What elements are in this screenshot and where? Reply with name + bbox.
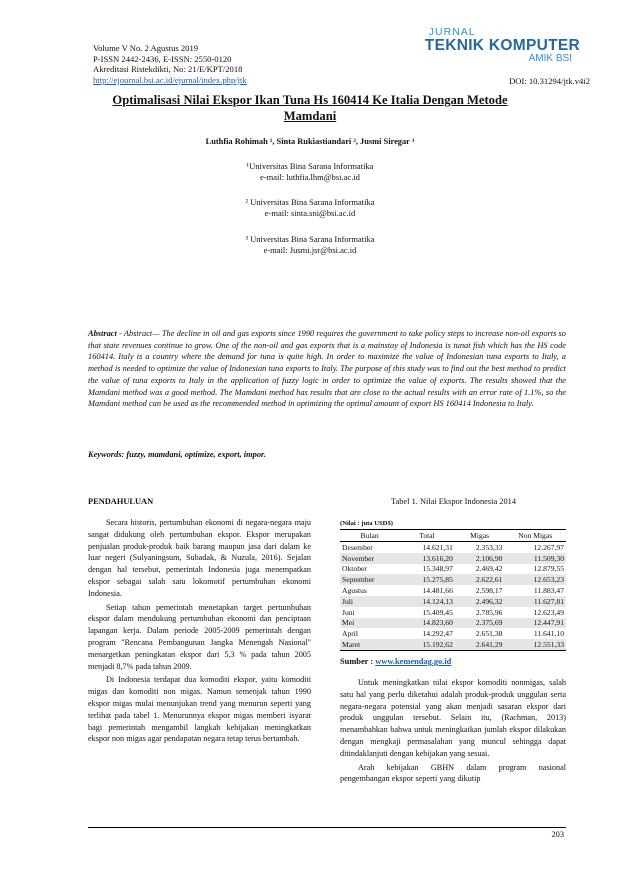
table-cell: 14.621,31	[422, 542, 453, 552]
table-cell: Maret	[340, 639, 399, 650]
column-header: Non Migas	[504, 530, 566, 542]
table-cell: 12.879,55	[533, 564, 564, 574]
paragraph: Secara historis, pertumbuhan ekonomi di negara-negara maju sangat didukung oleh pertumbuhan ekspor. Ekspor merupakan penjualan produk-produk baik barang maupun jasa dari dalam ke luar negeri (Sulyaningsum, Subadak, & Nuzula, 2016). Sejalan dengan hal tersebut, pemerintah Indonesia juga menempatkan ekspor sebagai salah satu lokomotif pertumbuhan ekonomi Indonesia.	[88, 518, 311, 598]
table-row	[340, 618, 566, 629]
table-cell: 14.292,47	[422, 629, 453, 639]
journal-url-link[interactable]: http://ejournal.bsi.ac.id/ejurnal/index.php/jtk	[93, 74, 247, 85]
table-cell: Juli	[340, 596, 399, 607]
table-cell: 2.785,96	[475, 607, 503, 617]
table-cell: 15.192,62	[399, 639, 455, 650]
table-row	[340, 639, 566, 650]
table-cell: 12.551,33	[504, 639, 566, 650]
logo-line-2: TEKNIK KOMPUTER	[424, 37, 580, 54]
author-list: Luthfia Rohimah ¹, Sinta Rukiastiandari ², Jusmi Siregar ³	[205, 137, 415, 146]
volume-line: Volume V No. 2 Agustus 2019	[93, 43, 199, 53]
table-cell: 12.623,49	[533, 607, 564, 617]
table-source-link[interactable]: www.kemendag.go.id	[375, 657, 452, 666]
affiliation-2	[0, 197, 620, 219]
table-cell: 2.622,61	[455, 574, 505, 585]
data-table	[340, 529, 566, 651]
abstract-text: - Abstract— The decline in oil and gas exports since 1990 requires the government to take policy steps to increase non-oil exports so that state revenues continue to grow. One of the non-oil and gas exports that is a mainstay of Indonesia is tunat fish which has the HS code 160414. Italy is a country where the demand for tuna is quite high. In order to maximize the value of Indonesian tuna exports to Italy, a method is needed to optimize the value of Indonesian tuna exports to Italy. The purpose of this study was to find out the best method to predict the value of tuna exports to Italy in the application of fuzzy logic in order to optimize the value of exports. The results showed that the Mamdani method was a good method. The Mamdani method has results that are close to the actual results with an error rate of 1.1%, so the Mamdani method can be used as the recommended method in optimizing the optimal amount of export HS 160414 Indonesia to Italy.	[88, 329, 566, 409]
table-cell: 2.353,33	[475, 542, 503, 552]
column-header: Total	[399, 530, 455, 542]
affiliation-name: ³ Universitas Bina Sarana Informatika	[245, 234, 375, 244]
table-cell: 13.616,20	[399, 553, 455, 564]
table-cell: 12.447,91	[504, 618, 566, 629]
paper-title	[0, 92, 620, 124]
table-cell: Juni	[342, 607, 355, 617]
logo-line-1: JURNAL	[428, 26, 476, 38]
table-cell: 2.106,90	[455, 553, 505, 564]
column-header: Migas	[455, 530, 505, 542]
paragraph: Arah kebijakan GBHN dalam program nasional pengembangan ekspor seperti yang dikutip	[340, 762, 566, 784]
paragraph: Untuk meningkatkan nilai ekspor komoditi nonmigas, salah satu hal yang perlu diketahui adalah produk-produk unggulan serta negara-negara potensial yang akan menjadi sasaran ekspor dari produk unggulan tersebut. Selain itu, (Rachman, 2013) menambahkan bahwa untuk meningkatkan jumlah ekspor dilakukan dengan mengkaji permasalahan yang muncul sehingga dapat ditindaklanjuti dengan kebijakan yang sesuai.	[340, 678, 566, 758]
table-cell: 15.348,97	[422, 564, 453, 574]
affiliation-name: ¹Universitas Bina Sarana Informatika	[246, 161, 374, 171]
paper-title-text: Optimalisasi Nilai Ekspor Ikan Tuna Hs 160414 Ke Italia Dengan Metode Mamdani	[112, 93, 508, 123]
page-number: 203	[551, 830, 564, 839]
table-cell: 2.641,29	[455, 639, 505, 650]
table-cell: 15.409,45	[422, 607, 453, 617]
table-row	[340, 542, 566, 553]
table-cell: Mei	[340, 618, 399, 629]
export-table	[340, 529, 566, 651]
table-row	[340, 553, 566, 564]
table-row	[340, 564, 566, 575]
table-row	[340, 607, 566, 618]
table-row	[340, 628, 566, 639]
table-cell: 11.883,47	[533, 586, 564, 596]
affiliation-1	[0, 161, 620, 183]
table-cell: 11.641,10	[533, 629, 564, 639]
table-cell: 14.124,13	[399, 596, 455, 607]
affiliation-email: e-mail: Jusmi.jsr@bsi.ac.id	[263, 245, 357, 255]
table-cell: 14.823,60	[399, 618, 455, 629]
affiliation-email: e-mail: luthfia.lhm@bsi.ac.id	[260, 172, 360, 182]
journal-meta	[93, 43, 247, 85]
table-cell: 2.469,42	[475, 564, 503, 574]
affiliation-email: e-mail: sinta.sni@bsi.ac.id	[264, 208, 356, 218]
table-cell: Desember	[342, 542, 373, 552]
table-cell: 15.275,85	[399, 574, 455, 585]
table-row	[340, 574, 566, 585]
affiliation-3	[0, 234, 620, 256]
table-cell: 2.496,32	[455, 596, 505, 607]
table-caption: Tabel 1. Nilai Ekspor Indonesia 2014	[391, 497, 517, 506]
table-cell: 2.598,17	[475, 586, 503, 596]
logo-line-3: AMIK BSI	[528, 53, 572, 64]
table-row	[340, 596, 566, 607]
accreditation-line: Akreditasi Ristekdikti, No: 21/E/KPT/2018	[93, 64, 243, 74]
abstract-label: Abstract	[88, 329, 117, 338]
table-row	[340, 585, 566, 596]
issn-line: P-ISSN 2442-2436, E-ISSN: 2550-0120	[93, 53, 232, 64]
doi: DOI: 10.31294/jtk.v4i2	[509, 76, 590, 86]
table-source-label: Sumber :	[340, 657, 376, 666]
table-cell: 14.481,66	[422, 586, 453, 596]
table-cell: 11.509,30	[504, 553, 566, 564]
table-cell: 12.653,23	[504, 574, 566, 585]
table-cell: September	[340, 574, 399, 585]
table-unit-note: (Nilai : juta USD$)	[340, 520, 393, 527]
left-column	[88, 517, 311, 747]
table-cell: 12.267,97	[533, 542, 564, 552]
table-source	[340, 657, 451, 666]
table-cell: 2.375,69	[455, 618, 505, 629]
table-cell: Agustus	[342, 586, 367, 596]
affiliation-name: ² Universitas Bina Sarana Informatika	[245, 197, 375, 207]
abstract	[88, 328, 566, 410]
paragraph: Di Indonesia terdapat dua komoditi ekspor, yaitu komoditi migas dan komoditi non migas. Namun semenjak tahun 1990 ekspor migas mulai menunjukan trend yang menurun seperti yang terlihat pada tabel 1. Menurunnya ekspor migas memberi isyarat bagi pemerintah mengambil langkah kebijakan meningkatkan ekspor non migas agar pendapatan negara tetap terus bertambah.	[88, 675, 311, 744]
paragraph: Setiap tahun pemerintah menetapkan target pertumbuhan ekspor dalam mendukung pertumbuhan ekonomi dan penciptaan lapangan kerja. Dalam periode 2005-2009 pemerintah dengan program "Rencana Pembangunan Jangka Menengah Nasional" menargetkan peningkatan ekspor dari 5,3 % pada tahun 2005 menjadi 8,7% pada tahun 2009.	[88, 602, 311, 671]
keywords: Keywords: fuzzy, mamdani, optimize, export, impor.	[88, 450, 266, 459]
table-cell: April	[342, 629, 359, 639]
right-column	[340, 677, 566, 787]
table-cell: 2.651,38	[475, 629, 503, 639]
section-heading: PENDAHULUAN	[88, 497, 154, 506]
footer-rule	[88, 827, 566, 828]
journal-logo	[425, 26, 580, 64]
table-cell: November	[340, 553, 399, 564]
column-header: Bulan	[340, 530, 399, 542]
table-header-row	[340, 530, 566, 542]
table-cell: Oktober	[342, 564, 367, 574]
table-cell: 11.627,81	[504, 596, 566, 607]
